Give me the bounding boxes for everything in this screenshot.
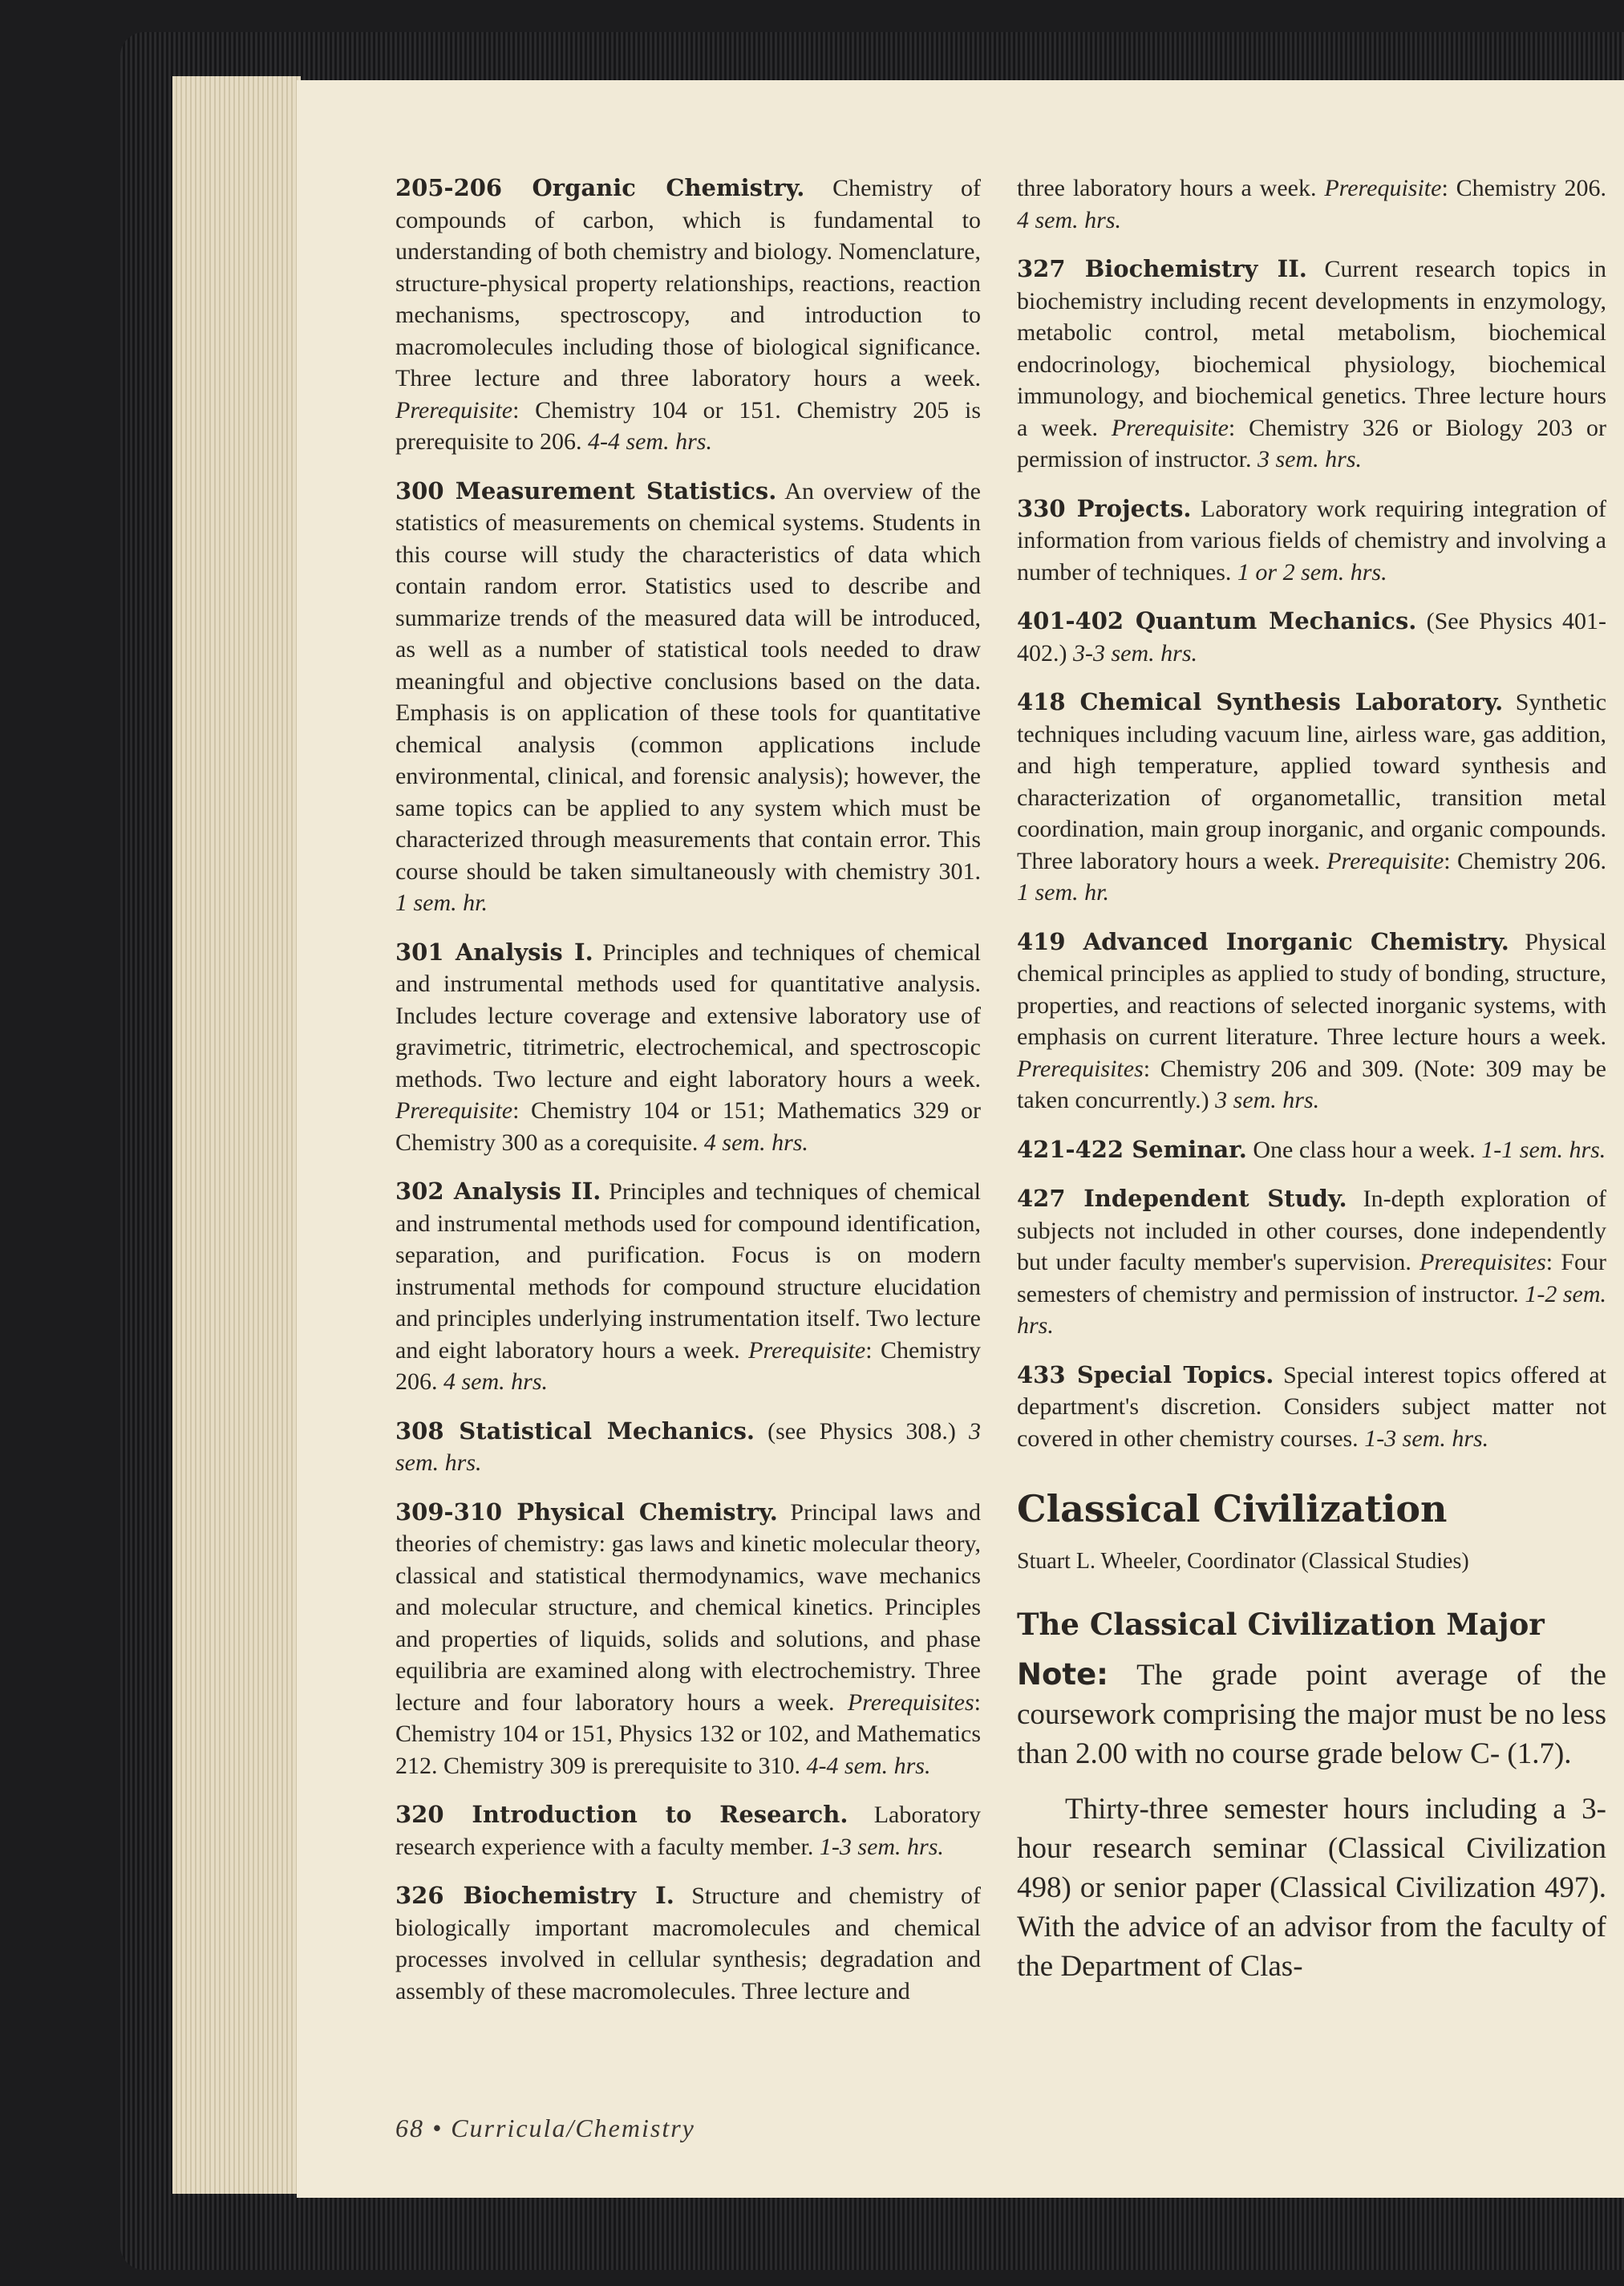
left-column	[395, 172, 981, 2025]
course-description: One class hour a week.	[1253, 1136, 1476, 1163]
note-text: The grade point average of the coursework comprising the major must be no less than 2.00 with no course grade below C- (1.7).	[1017, 1659, 1606, 1770]
credit-hours: 1-2 sem. hrs.	[1017, 1280, 1606, 1339]
course-entry	[395, 1176, 981, 1398]
prerequisite-label: Prerequisite	[1326, 847, 1444, 874]
prerequisite-label: Prerequisite	[1324, 175, 1442, 201]
course-description: Synthetic techniques including vacuum line, airless ware, gas addition, and high temperature, applied toward synthesis and characterization of organometallic, transition metal coordination, main group inorganic, and organic compounds. Three laboratory hours a week.	[1017, 689, 1607, 874]
course-title: 300 Measurement Statistics.	[395, 476, 777, 505]
prerequisite-label: Prerequisite	[748, 1336, 866, 1364]
catalog-page	[297, 80, 1624, 2198]
prerequisite-label: Prerequisite	[395, 1097, 513, 1124]
course-entry	[395, 1799, 981, 1862]
prerequisite-text: : Chemistry 104 or 151. Chemistry 205 is prerequisite to 206.	[395, 396, 981, 455]
credit-hours: 1 or 2 sem. hrs.	[1237, 558, 1387, 586]
course-entry	[1017, 1360, 1606, 1455]
course-description: Laboratory research experience with a faculty member.	[395, 1802, 982, 1860]
course-entry	[1017, 687, 1606, 909]
credit-hours: 1-3 sem. hrs.	[819, 1833, 944, 1860]
credit-hours: 4 sem. hrs.	[1017, 206, 1122, 233]
course-title: 419 Advanced Inorganic Chemistry.	[1017, 927, 1509, 955]
major-heading: The Classical Civilization Major	[1017, 1607, 1545, 1642]
prerequisite-label: Prerequisite	[395, 396, 513, 424]
course-entry	[1017, 606, 1606, 669]
course-entry	[395, 1497, 981, 1782]
course-entry	[1017, 1183, 1606, 1342]
prerequisite-text: : Chemistry 104 or 151, Physics 132 or 102, and Mathematics 212. Chemistry 309 is prerequisite to 310.	[395, 1688, 981, 1779]
course-title: 330 Projects.	[1017, 494, 1192, 522]
course-description: Laboratory work requiring integration of information from various fields of chemistry and involving a number of techniques.	[1017, 495, 1607, 586]
coordinator-line: Stuart L. Wheeler, Coordinator (Classical Studies)	[1017, 1549, 1469, 1574]
course-description: Special interest topics offered at department's discretion. Considers subject matter not covered in other chemistry courses.	[1017, 1361, 1606, 1452]
right-column	[1017, 172, 1606, 2002]
prerequisite-text: : Four semesters of chemistry and permission of instructor.	[1017, 1249, 1606, 1307]
section-title: Classical Civilization	[1017, 1487, 1448, 1530]
course-entry	[1017, 926, 1606, 1117]
course-description: Principles and techniques of chemical and instrumental methods used for quantitative analysis. Includes lecture coverage and extensive laboratory use of gravimetric, titrimetric, electrochemical, and spectroscopic methods. Two lecture and eight laboratory hours a week.	[395, 938, 981, 1092]
prerequisite-text: : Chemistry 104 or 151; Mathematics 329 or Chemistry 300 as a corequisite.	[395, 1097, 981, 1156]
course-entry	[1017, 253, 1606, 476]
course-title: 421-422 Seminar.	[1017, 1135, 1247, 1163]
course-title: 418 Chemical Synthesis Laboratory.	[1017, 688, 1504, 715]
prerequisite-text: : Chemistry 326 or Biology 203 or permission of instructor.	[1017, 414, 1606, 472]
credit-hours: 1-1 sem. hrs.	[1481, 1136, 1606, 1163]
credit-hours: 4-4 sem. hrs.	[806, 1752, 931, 1779]
prerequisite-label: Prerequisites	[847, 1688, 974, 1716]
credit-hours: 3 sem. hrs.	[1257, 446, 1362, 472]
course-description: (see Physics 308.)	[767, 1417, 956, 1445]
right-course-list	[1017, 172, 1606, 1454]
course-entry	[395, 1880, 981, 2007]
course-description: Chemistry of compounds of carbon, which is fundamental to understanding of both chemistry and biology. Nomenclature, structure-physical property relationships, reactions, reaction mechanisms, spectroscopy, and introduction to macromolecules including those of biological significance. Three lecture and three laboratory hours a week.	[395, 175, 982, 391]
credit-hours: 1 sem. hr.	[1017, 879, 1110, 906]
prerequisite-label: Prerequisites	[1419, 1249, 1546, 1275]
course-entry	[395, 476, 981, 919]
prerequisite-text: : Chemistry 206 and 309. (Note: 309 may be taken concurrently.)	[1017, 1055, 1606, 1113]
course-description: Principal laws and theories of chemistry: gas laws and kinetic molecular theory, classical and statistical thermodynamics, wave mechanics and molecular structure, and chemical kinetics. Principles and properties of liquids, solids and solutions, and phase equilibria are examined along with electrochemistry. Three lecture and four laboratory hours a week.	[395, 1498, 981, 1716]
course-title: 302 Analysis II.	[395, 1177, 601, 1205]
course-title: 427 Independent Study.	[1017, 1185, 1347, 1212]
course-description: Principles and techniques of chemical and instrumental methods used for compound identification, separation, and purification. Focus is on modern instrumental methods for compound structure elucidation and principles underlying instrumentation itself. Two lecture and eight laboratory hours a week.	[395, 1178, 981, 1364]
major-paragraph: Thirty-three semester hours including a 3-hour research seminar (Classical Civilization 498) or senior paper (Classical Civilization 497). With the advice of an advisor from the faculty of the Department of Clas-	[1017, 1793, 1606, 1983]
credit-hours: 3 sem. hrs.	[1215, 1087, 1320, 1113]
course-title: 309-310 Physical Chemistry.	[395, 1498, 778, 1526]
course-title: 320 Introduction to Research.	[395, 1801, 848, 1828]
credit-hours: 3 sem. hrs.	[395, 1417, 982, 1476]
course-description: Current research topics in biochemistry including recent developments in enzymology, metabolic control, metal metabolism, biochemical endocrinology, biochemical physiology, biochemical immunology, and biochemical genetics. Three lecture hours a week.	[1017, 256, 1606, 441]
course-entry	[1017, 493, 1606, 589]
course-entry	[395, 172, 981, 458]
course-title: 326 Biochemistry I.	[395, 1882, 674, 1909]
note-label: Note:	[1017, 1657, 1108, 1692]
course-title: 205-206 Organic Chemistry.	[395, 174, 805, 201]
page-stack-edge	[172, 76, 301, 2194]
prerequisite-label: Prerequisites	[1017, 1055, 1144, 1082]
credit-hours: 1 sem. hr.	[395, 890, 488, 916]
course-entry	[395, 1416, 981, 1479]
course-description: An overview of the statistics of measurements on chemical systems. Students in this course will study the characteristics of data which contain random error. Statistics used to describe and summarize trends of the measured data will be introduced, as well as a number of statistical tools needed to draw meaningful and objective conclusions based on the data. Emphasis is on application of these tools for quantitative chemical analysis (common applications include environmental, clinical, and forensic analysis); however, the same topics can be applied to any system which must be characterized through measurements that contain error. This course should be taken simultaneously with chemistry 301.	[395, 477, 981, 885]
page-footer: 68 • Curricula/Chemistry	[395, 2114, 695, 2142]
prerequisite-text: : Chemistry 206.	[1441, 175, 1606, 201]
course-description: Structure and chemistry of biologically important macromolecules and chemical processes involved in cellular synthesis; degradation and assembly of these macromolecules. Three lecture and	[395, 1883, 981, 2004]
course-title: 308 Statistical Mechanics.	[395, 1417, 755, 1445]
prerequisite-text: : Chemistry 206.	[1444, 847, 1606, 874]
credit-hours: 1-3 sem. hrs.	[1364, 1425, 1489, 1452]
credit-hours: 4 sem. hrs.	[443, 1368, 549, 1395]
course-title: 327 Biochemistry II.	[1017, 255, 1307, 282]
credit-hours: 3-3 sem. hrs.	[1073, 639, 1197, 667]
prerequisite-label: Prerequisite	[1111, 414, 1229, 441]
prerequisite-text: : Chemistry 206.	[395, 1336, 982, 1395]
credit-hours: 4 sem. hrs.	[703, 1129, 808, 1156]
course-title: 401-402 Quantum Mechanics.	[1017, 607, 1417, 634]
course-description: In-depth exploration of subjects not included in other courses, done independently but under faculty member's supervision.	[1017, 1186, 1607, 1275]
course-description: three laboratory hours a week.	[1017, 175, 1317, 201]
credit-hours: 4-4 sem. hrs.	[587, 428, 712, 455]
course-description: (See Physics 401-402.)	[1017, 608, 1607, 667]
course-title: 433 Special Topics.	[1017, 1360, 1274, 1388]
course-entry	[395, 937, 981, 1159]
course-entry	[1017, 172, 1606, 236]
major-note	[1017, 1655, 1606, 1773]
course-description: Physical chemical principles as applied to study of bonding, structure, properties, and reactions of selected inorganic systems, with emphasis on current literature. Three lecture hours a week.	[1017, 928, 1607, 1050]
course-title: 301 Analysis I.	[395, 938, 593, 966]
course-entry	[1017, 1134, 1606, 1166]
